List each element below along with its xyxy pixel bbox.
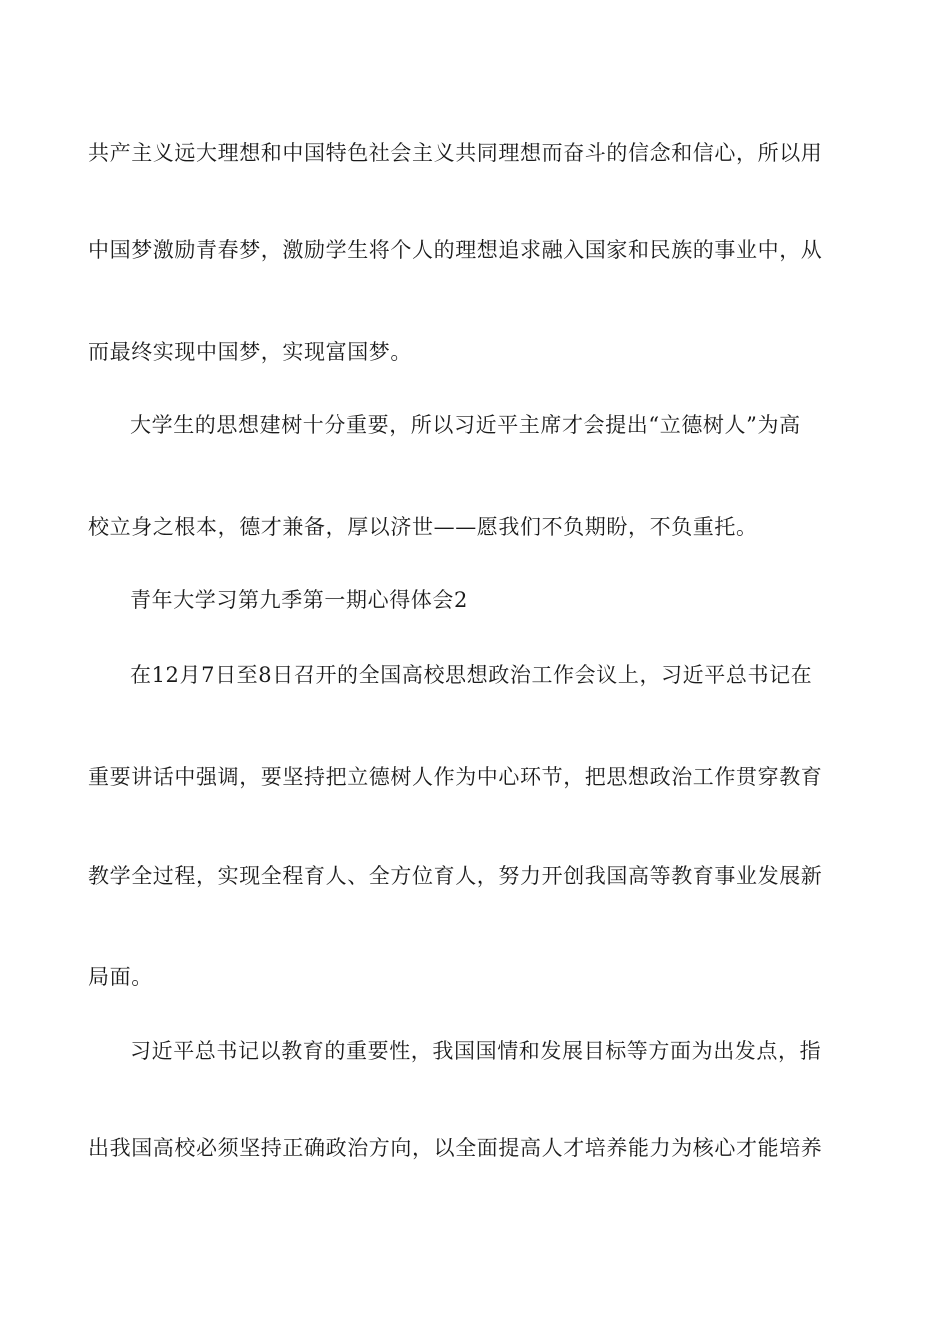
text-line: 而最终实现中国梦，实现富国梦。	[88, 340, 412, 364]
text-line: 局面。	[88, 965, 153, 989]
text-line: 中国梦激励青春梦，激励学生将个人的理想追求融入国家和民族的事业中，从	[88, 238, 823, 262]
text-line: 重要讲话中强调，要坚持把立德树人作为中心环节，把思想政治工作贯穿教育	[88, 765, 823, 789]
paragraph-first-line: 在12月7日至8日召开的全国高校思想政治工作会议上，习近平总书记在	[130, 663, 813, 687]
text-line: 共产主义远大理想和中国特色社会主义共同理想而奋斗的信念和信心，所以用	[88, 141, 823, 165]
paragraph-first-line: 习近平总书记以教育的重要性，我国国情和发展目标等方面为出发点，指	[130, 1039, 822, 1063]
section-heading: 青年大学习第九季第一期心得体会2	[130, 588, 468, 612]
paragraph-first-line: 大学生的思想建树十分重要，所以习近平主席才会提出“立德树人”为高	[130, 413, 801, 437]
text-line: 出我国高校必须坚持正确政治方向，以全面提高人才培养能力为核心才能培养	[88, 1136, 823, 1160]
text-line: 校立身之根本，德才兼备，厚以济世——愿我们不负期盼，不负重托。	[88, 515, 758, 539]
text-line: 教学全过程，实现全程育人、全方位育人，努力开创我国高等教育事业发展新	[88, 864, 823, 888]
